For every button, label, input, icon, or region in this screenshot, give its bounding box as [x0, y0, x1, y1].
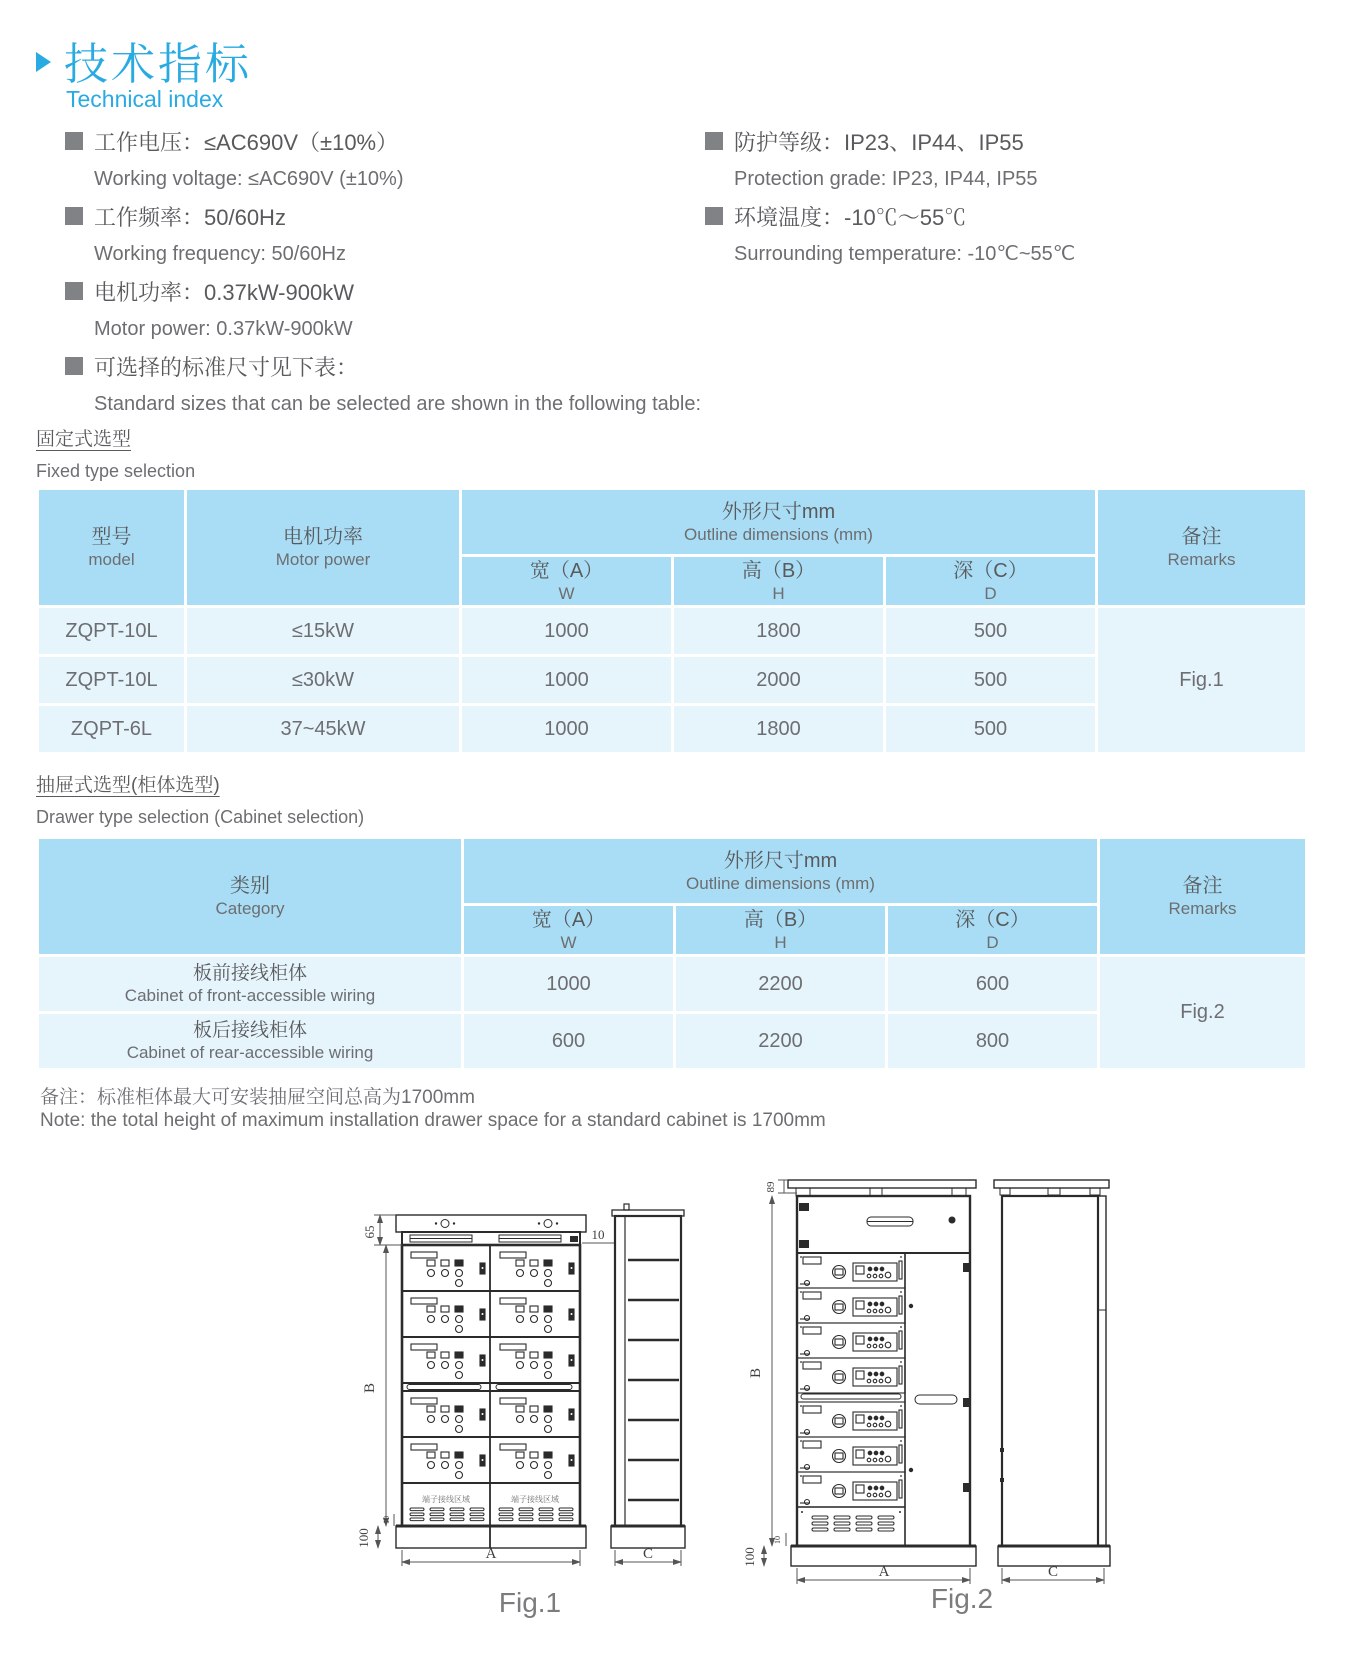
- dim-label-b: B: [362, 1382, 378, 1394]
- dim-label-65: 65: [362, 1225, 377, 1239]
- dim-label-a: A: [485, 1546, 497, 1562]
- dim-label-a: A: [878, 1564, 890, 1580]
- cell-depth: 500: [886, 657, 1095, 703]
- col-header-remarks: 备注 Remarks: [1100, 839, 1305, 954]
- cell-category: 板后接线柜体 Cabinet of rear-accessible wiring: [39, 1014, 461, 1068]
- fig2-caption: Fig.2: [930, 1583, 994, 1614]
- spec-zh-text: 工作频率：50/60Hz: [94, 204, 286, 230]
- spec-protection-grade: [705, 128, 1345, 154]
- bullet-square-icon: [65, 357, 83, 375]
- spec-surrounding-temperature: [705, 203, 1345, 229]
- spec-en-text: Surrounding temperature: -10℃~55℃: [734, 243, 1076, 265]
- col-header-height: 高（B） H: [676, 906, 885, 954]
- dim-label-10-top: 10: [591, 1227, 605, 1242]
- dim-label-c: C: [642, 1546, 654, 1562]
- spec-list-right: [705, 128, 1345, 278]
- cell-height: 2200: [676, 957, 885, 1011]
- col-header-width: 宽（A） W: [462, 557, 671, 605]
- spec-zh-text: 工作电压：≤AC690V（±10%）: [94, 129, 399, 155]
- col-header-depth: 深（C） D: [886, 557, 1095, 605]
- cell-width: 1000: [464, 957, 673, 1011]
- spec-en-text: Working frequency: 50/60Hz: [94, 243, 346, 265]
- fig1-caption: Fig.1: [498, 1587, 562, 1618]
- cell-power: ≤30kW: [187, 657, 459, 703]
- cell-height: 1800: [674, 608, 883, 654]
- spec-zh-text: 环境温度：-10℃～55℃: [734, 204, 967, 230]
- fig1-terminal-area-label: 端子接线区域: [422, 1495, 470, 1504]
- col-header-outline-dimensions: 外形尺寸mm Outline dimensions (mm): [462, 490, 1095, 554]
- bullet-square-icon: [65, 282, 83, 300]
- section-arrow-icon: [36, 52, 51, 72]
- dim-label-100: 100: [742, 1547, 757, 1567]
- section-label-zh: 固定式选型: [36, 429, 132, 450]
- section-label-en: Fixed type selection: [36, 461, 196, 481]
- fig1-side-view: [611, 1204, 685, 1548]
- cell-height: 2200: [676, 1014, 885, 1068]
- cell-remarks: Fig.1: [1098, 608, 1305, 752]
- spec-zh-text: 防护等级：IP23、IP44、IP55: [734, 129, 1024, 155]
- page-subtitle: Technical index: [66, 86, 224, 112]
- table-row: [39, 608, 1305, 654]
- dim-label-b: B: [748, 1367, 764, 1379]
- cell-model: ZQPT-6L: [39, 706, 184, 752]
- spec-standard-sizes: [65, 353, 685, 379]
- dim-label-100: 100: [356, 1528, 371, 1548]
- spec-en-text: Working voltage: ≤AC690V (±10%): [94, 168, 404, 190]
- section-label-zh: 抽屉式选型(柜体选型): [36, 775, 220, 796]
- spec-zh-text: 电机功率：0.37kW-900kW: [94, 279, 354, 305]
- spec-en-text: Protection grade: IP23, IP44, IP55: [734, 168, 1038, 190]
- col-header-model: 型号 model: [39, 490, 184, 605]
- dim-label-c: C: [1047, 1564, 1059, 1580]
- cell-depth: 500: [886, 706, 1095, 752]
- spec-en-text: Standard sizes that can be selected are shown in the following table:: [94, 393, 702, 415]
- cell-model: ZQPT-10L: [39, 657, 184, 703]
- bullet-square-icon: [705, 207, 723, 225]
- fig1-drawing: [330, 1148, 730, 1623]
- section-drawer-selection: [36, 770, 364, 828]
- fixed-selection-table: [36, 487, 1308, 755]
- col-header-category: 类别 Category: [39, 839, 461, 954]
- cell-width: 600: [464, 1014, 673, 1068]
- spec-list-left: [65, 128, 702, 428]
- section-fixed-selection: [36, 424, 195, 482]
- cell-depth: 800: [888, 1014, 1097, 1068]
- fig1-terminal-area-label: 端子接线区域: [511, 1495, 559, 1504]
- spec-working-voltage: [65, 128, 685, 154]
- note-zh: 备注：标准柜体最大可安装抽屉空间总高为1700mm: [40, 1087, 475, 1108]
- section-label-en: Drawer type selection (Cabinet selection): [36, 807, 365, 827]
- col-header-height: 高（B） H: [674, 557, 883, 605]
- fig2-front-view: [788, 1180, 976, 1566]
- cell-height: 2000: [674, 657, 883, 703]
- dim-label-10-vent: 10: [382, 1516, 391, 1524]
- note-en: Note: the total height of maximum installation drawer space for a standard cabinet is 1700mm: [40, 1110, 826, 1131]
- spec-en-text: Motor power: 0.37kW-900kW: [94, 318, 353, 340]
- cell-category: 板前接线柜体 Cabinet of front-accessible wiring: [39, 957, 461, 1011]
- dim-label-10-vent: 10: [773, 1536, 782, 1544]
- page-title: 技术指标: [64, 40, 252, 89]
- dim-label-89: 89: [765, 1181, 777, 1193]
- cell-power: ≤15kW: [187, 608, 459, 654]
- cell-width: 1000: [462, 657, 671, 703]
- cell-depth: 600: [888, 957, 1097, 1011]
- spec-working-frequency: [65, 203, 685, 229]
- col-header-motor-power: 电机功率 Motor power: [187, 490, 459, 605]
- fig2-side-view: [994, 1180, 1110, 1566]
- cell-width: 1000: [462, 608, 671, 654]
- col-header-outline-dimensions: 外形尺寸mm Outline dimensions (mm): [464, 839, 1097, 903]
- spec-motor-power: [65, 278, 685, 304]
- bullet-square-icon: [65, 132, 83, 150]
- spec-zh-text: 可选择的标准尺寸见下表：: [94, 354, 359, 380]
- cell-height: 1800: [674, 706, 883, 752]
- col-header-remarks: 备注 Remarks: [1098, 490, 1305, 605]
- table-row: [39, 957, 1305, 1011]
- cell-power: 37~45kW: [187, 706, 459, 752]
- cell-model: ZQPT-10L: [39, 608, 184, 654]
- col-header-depth: 深（C） D: [888, 906, 1097, 954]
- cell-width: 1000: [462, 706, 671, 752]
- col-header-width: 宽（A） W: [464, 906, 673, 954]
- fig2-drawing: [700, 1148, 1130, 1623]
- cell-remarks: Fig.2: [1100, 957, 1305, 1068]
- cell-depth: 500: [886, 608, 1095, 654]
- fig1-front-view: [396, 1215, 586, 1548]
- drawer-selection-table: [36, 836, 1308, 1071]
- bullet-square-icon: [65, 207, 83, 225]
- bullet-square-icon: [705, 132, 723, 150]
